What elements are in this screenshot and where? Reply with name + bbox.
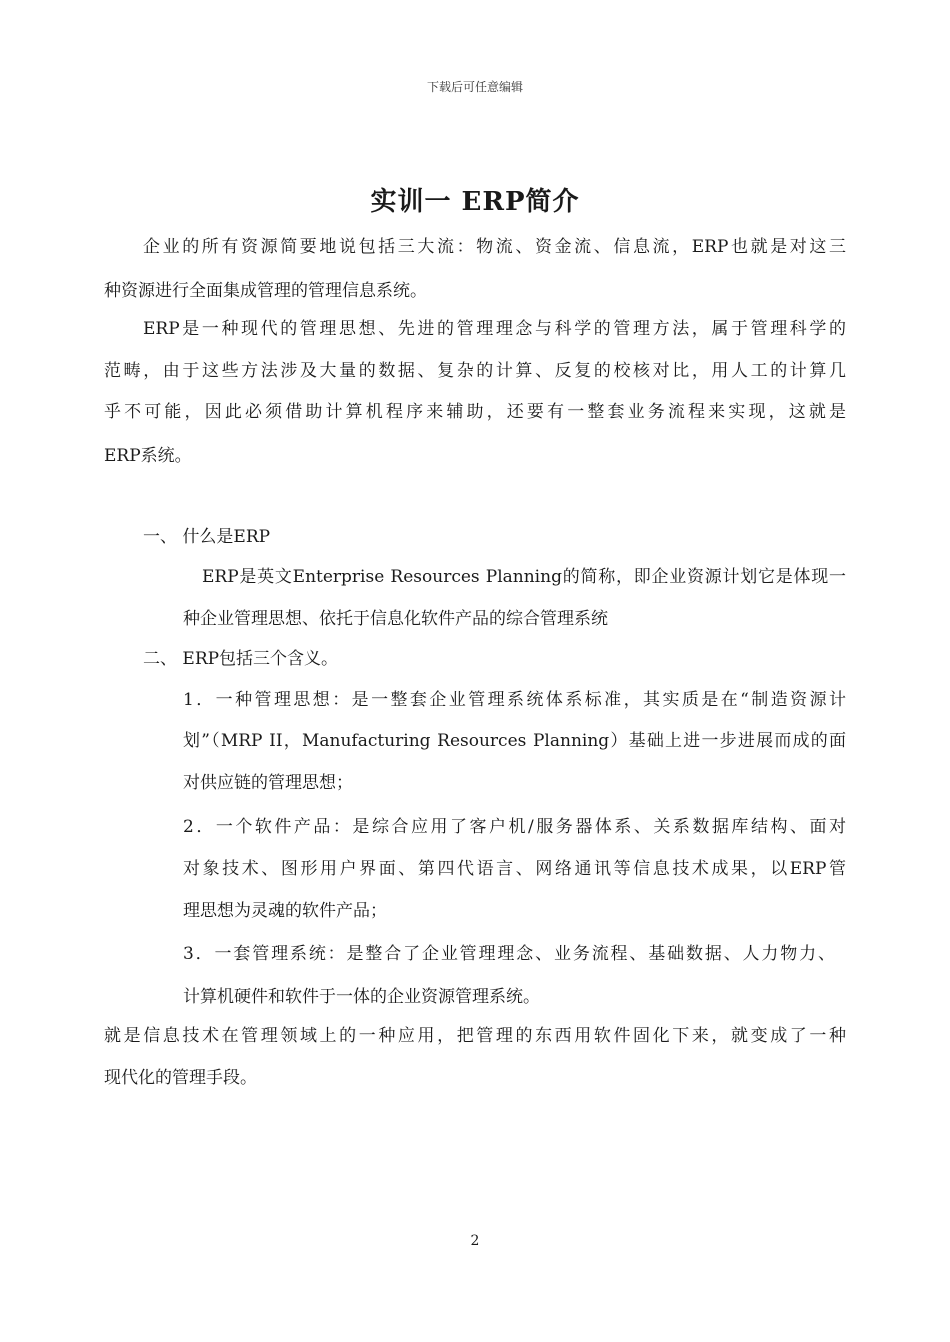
section-1-heading: 一、 什么是ERP <box>143 527 271 547</box>
section-2-item-1-line-1: 1．一种管理思想：是一整套企业管理系统体系标准，其实质是在“制造资源计 <box>183 690 846 710</box>
section-2-item-1-line-3: 对供应链的管理思想； <box>183 773 353 793</box>
intro-paragraph-2-line-1: ERP是一种现代的管理思想、先进的管理理念与科学的管理方法，属于管理科学的 <box>143 319 846 339</box>
intro-paragraph-2-line-2: 范畴，由于这些方法涉及大量的数据、复杂的计算、反复的校核对比，用人工的计算几 <box>104 361 846 381</box>
section-2-item-2-line-2: 对象技术、图形用户界面、第四代语言、网络通讯等信息技术成果，以ERP管 <box>183 859 846 879</box>
section-2-item-2-line-1: 2．一个软件产品：是综合应用了客户机/服务器体系、关系数据库结构、面对 <box>183 817 846 837</box>
document-title: 实训一 ERP简介 <box>370 187 580 217</box>
conclusion-line-1: 就是信息技术在管理领域上的一种应用，把管理的东西用软件固化下来，就变成了一种 <box>104 1026 846 1046</box>
intro-paragraph-2-line-4: ERP系统。 <box>104 446 192 466</box>
section-1-line-2: 种企业管理思想、依托于信息化软件产品的综合管理系统 <box>183 609 608 629</box>
intro-paragraph-1-line-1: 企业的所有资源简要地说包括三大流：物流、资金流、信息流，ERP也就是对这三 <box>143 237 846 257</box>
section-2-heading: 二、 ERP包括三个含义。 <box>143 649 339 669</box>
page-number: 2 <box>470 1233 480 1249</box>
intro-paragraph-1-line-2: 种资源进行全面集成管理的管理信息系统。 <box>104 281 427 301</box>
section-2-item-3-line-2: 计算机硬件和软件于一体的企业资源管理系统。 <box>183 987 540 1007</box>
section-2-item-2-line-3: 理思想为灵魂的软件产品； <box>183 901 387 921</box>
page-header: 下载后可任意编辑 <box>426 80 523 94</box>
section-2-item-3-line-1: 3．一套管理系统：是整合了企业管理理念、业务流程、基础数据、人力物力、 <box>183 944 835 964</box>
intro-paragraph-2-line-3: 乎不可能，因此必须借助计算机程序来辅助，还要有一整套业务流程来实现，这就是 <box>104 402 846 422</box>
section-2-item-1-line-2: 划”（MRP II，Manufacturing Resources Planning）基础上进一步进展而成的面 <box>183 731 846 751</box>
section-1-line-1: ERP是英文Enterprise Resources Planning的简称，即企业资源计划它是体现一 <box>202 567 846 587</box>
conclusion-line-2: 现代化的管理手段。 <box>104 1068 257 1088</box>
